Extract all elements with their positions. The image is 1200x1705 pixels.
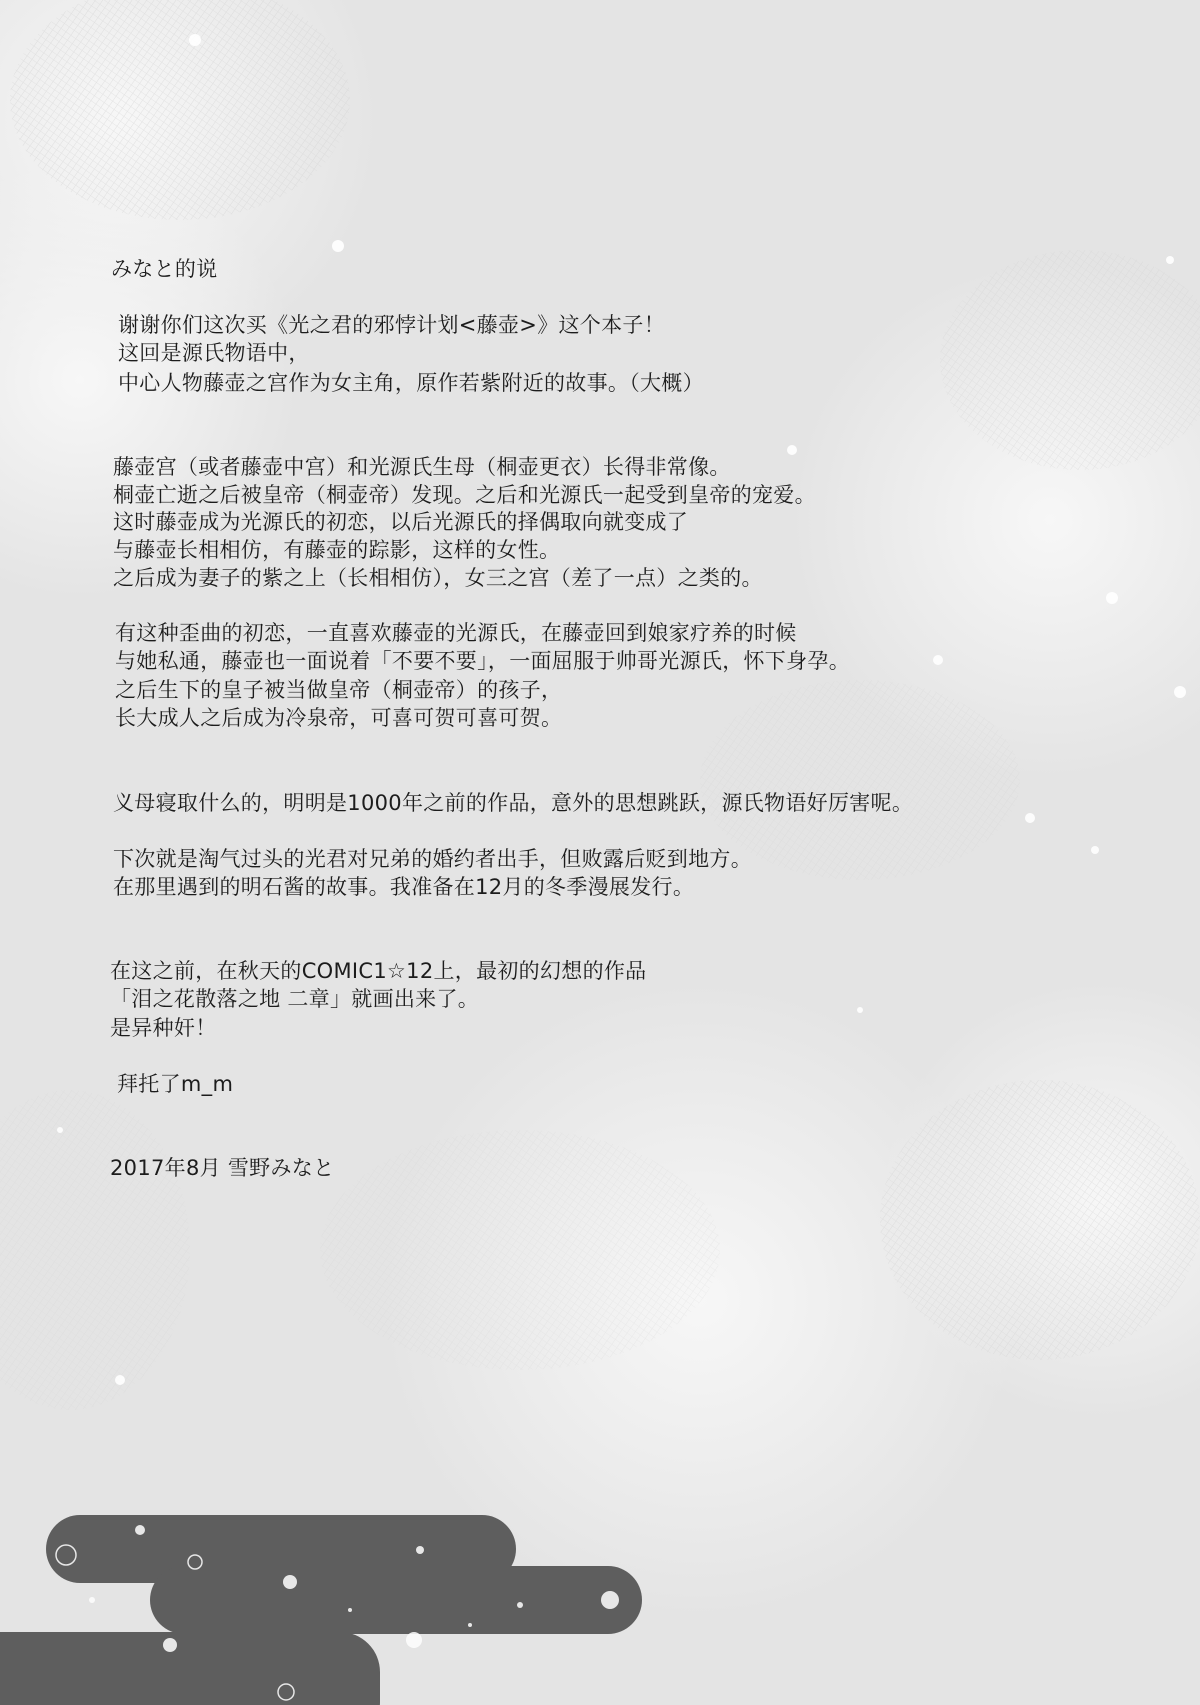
body-line: 在那里遇到的明石酱的故事。我准备在12月的冬季漫展发行。 — [113, 875, 695, 899]
body-line: 之后生下的皇子被当做皇帝（桐壶帝）的孩子， — [115, 678, 563, 702]
body-line: 这时藤壶成为光源氏的初恋，以后光源氏的择偶取向就变成了 — [113, 510, 689, 534]
body-line: 之后成为妻子的紫之上（长相相仿），女三之宫（差了一点）之类的。 — [113, 566, 763, 590]
signature: 2017年8月 雪野みなと — [110, 1156, 335, 1180]
body-line: 下次就是淘气过头的光君对兄弟的婚约者出手，但败露后贬到地方。 — [113, 847, 752, 871]
page-heading: みなと的说 — [111, 257, 218, 281]
body-line: 长大成人之后成为冷泉帝，可喜可贺可喜可贺。 — [115, 706, 563, 730]
body-line: 是异种奸！ — [110, 1016, 217, 1040]
body-line: 这回是源氏物语中， — [118, 341, 310, 365]
body-line: 桐壶亡逝之后被皇帝（桐壶帝）发现。之后和光源氏一起受到皇帝的宠爱。 — [113, 483, 816, 507]
body-line: 中心人物藤壶之宫作为女主角，原作若紫附近的故事。（大概） — [118, 371, 704, 395]
body-line: 有这种歪曲的初恋，一直喜欢藤壶的光源氏，在藤壶回到娘家疗养的时候 — [115, 621, 797, 645]
body-line: 在这之前，在秋天的COMIC1☆12上，最初的幻想的作品 — [110, 959, 647, 983]
body-line: 与藤壶长相相仿，有藤壶的踪影，这样的女性。 — [113, 538, 561, 562]
body-line: 拜托了m_m — [117, 1072, 234, 1096]
body-line: 与她私通，藤壶也一面说着「不要不要」，一面屈服于帅哥光源氏，怀下身孕。 — [115, 649, 850, 673]
body-line: 藤壶宫（或者藤壶中宫）和光源氏生母（桐壶更衣）长得非常像。 — [113, 455, 731, 479]
body-line: 谢谢你们这次买《光之君的邪悖计划<藤壶>》这个本子！ — [118, 313, 665, 337]
body-line: 义母寝取什么的，明明是1000年之前的作品，意外的思想跳跃，源氏物语好厉害呢。 — [113, 791, 914, 815]
body-line: 「泪之花散落之地 二章」就画出来了。 — [110, 987, 480, 1011]
